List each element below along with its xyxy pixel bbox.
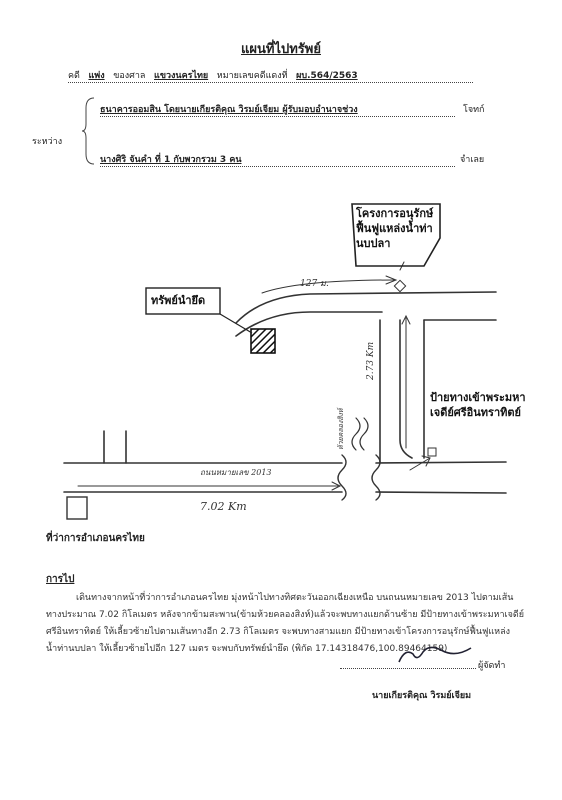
- main-road-upper-right: [376, 462, 506, 463]
- court-prefix: ของศาล: [113, 71, 146, 81]
- signer-name: นายเกียรติคุณ วิรมย์เจียม: [372, 691, 472, 701]
- project-road-upper: [236, 292, 496, 323]
- signature-scribble: [395, 640, 475, 670]
- court-name: แขวงนครไทย: [154, 71, 209, 81]
- defendant-role: จำเลย: [460, 155, 485, 165]
- signature-role: ผู้จัดทำ: [478, 661, 506, 671]
- property-label: ทรัพย์นำยึด: [151, 294, 206, 307]
- defendant-name: นางศิริ จันคำ ที่ 1 กับพวกรวม 3 คน: [100, 152, 455, 167]
- case-type: แพ่ง: [88, 71, 105, 81]
- distance-702-label: 7.02 Km: [200, 500, 247, 513]
- plaintiff-name: ธนาคารออมสิน โดยนายเกียรติคุณ วิรมย์เจียม ผู้รับมอบอำนาจช่วง: [100, 102, 455, 117]
- distance-273-label: 2.73 Km: [366, 341, 376, 380]
- road-2013-label: ถนนหมายเลข 2013: [200, 468, 272, 477]
- office-marker: [67, 497, 87, 519]
- case-number-prefix: หมายเลขคดีแดงที่: [216, 71, 288, 81]
- office-label: ที่ว่าการอำเภอนครไทย: [46, 533, 145, 544]
- main-road-lower-right: [376, 492, 506, 493]
- property-marker: [251, 329, 275, 353]
- case-prefix: คดี: [68, 71, 80, 81]
- directions-heading: การไป: [46, 574, 75, 585]
- plaintiff-role: โจทก์: [463, 105, 485, 115]
- signature-line: [340, 668, 476, 669]
- document-title: แผนที่ไปทรัพย์: [241, 42, 321, 57]
- distance-127-label: 127 ม.: [300, 279, 329, 289]
- temple-sign-label: ป้ายทางเข้าพระมหาเจดีย์ศรีอินทราทิตย์: [430, 391, 526, 419]
- between-label: ระหว่าง: [32, 137, 63, 147]
- bridge: [338, 455, 380, 500]
- directions-body: เดินทางจากหน้าที่ว่าการอำเภอนครไทย มุ่งหน้าไปทางทิศตะวันออกเฉียงเหนือ บนถนนหมายเลข 2013 ไปตามเส้นทางประมาณ 7.02 กิโลเมตร หลังจากข้ามสะพาน(ข้ามห้วยคลองสิงห์)แล้วจะพบทางแยกด้านซ้าย มีป้ายทางเข้าพระมหาเจดีย์ศรีอินทราทิตย์ ให้เลี้ยวซ้ายไปตามเส้นทางอีก 2.73 กิโลเมตร จะพบทางสามแยก มีป้ายทางเข้าโครงการอนุรักษ์ฟื้นฟูแหล่งน้ำท่านบปลา ให้เลี้ยวซ้ายไปอีก 127 เมตร จะพบกับทรัพย์นำยึด (พิกัด 17.14318476,100.89464159): [46, 593, 525, 654]
- bridge-label: ห้วยคลองสิงห์: [337, 408, 345, 450]
- project-label: โครงการอนุรักษ์ฟื้นฟูแหล่งน้ำท่านบปลา: [356, 207, 434, 250]
- case-number: ผบ.564/2563: [296, 71, 358, 81]
